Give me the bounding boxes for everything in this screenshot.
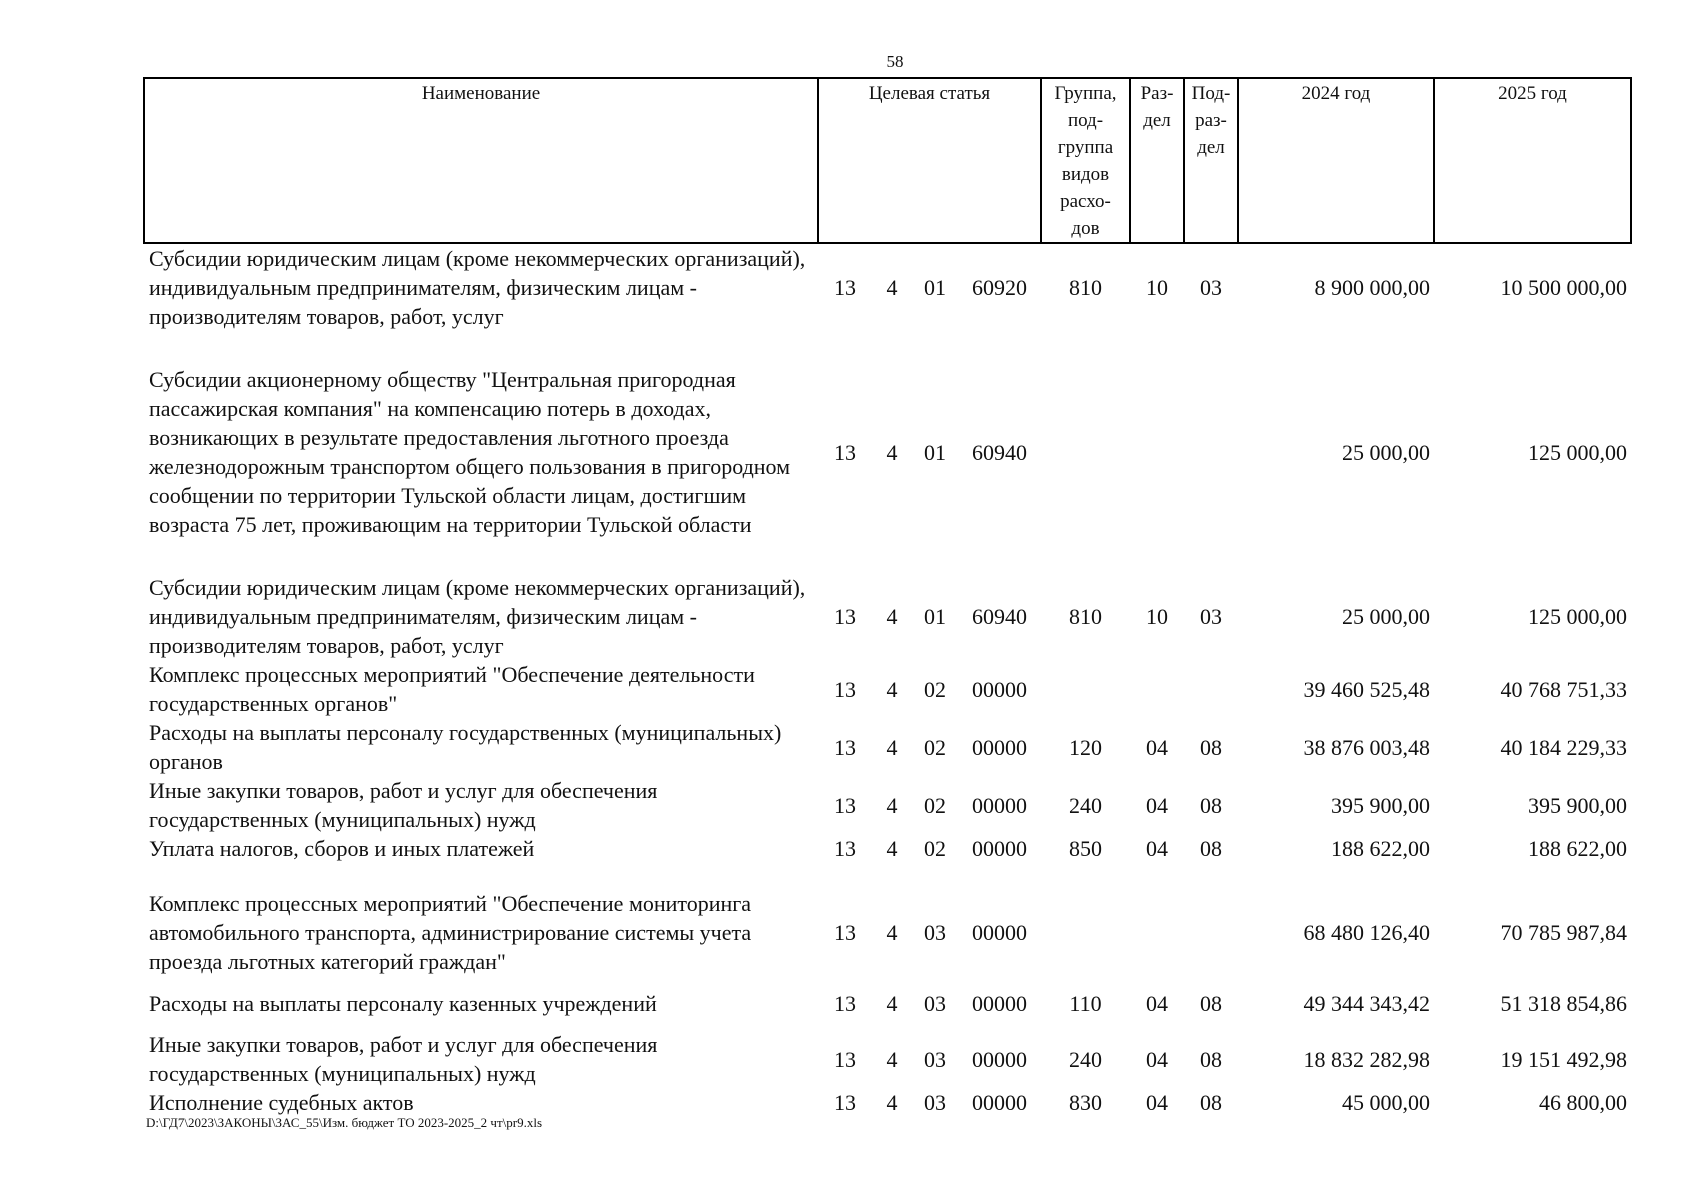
amount-2025: 70 785 987,84 [1500,920,1627,945]
header-year-2024: 2024 год [1238,78,1434,243]
table-row [144,660,1631,718]
target-code-direction: 00000 [972,676,1027,702]
header-line: Раз- [1140,83,1174,104]
table-row [144,243,1631,331]
row-name: Комплекс процессных мероприятий "Обеспечение деятельности государственных органов" [149,662,755,716]
header-line: группа [1057,137,1114,158]
expense-group: 240 [1069,792,1102,818]
target-code-complex: 01 [924,439,946,465]
target-code-direction: 00000 [972,920,1027,945]
header-line: видов [1061,164,1110,185]
target-code-complex: 02 [924,836,946,861]
header-line: раз- [1195,110,1227,131]
amount-2025: 46 800,00 [1539,1090,1627,1115]
header-group [1041,78,1130,243]
target-code-direction: 00000 [972,1090,1027,1115]
target-code-direction: 00000 [972,836,1027,861]
target-code-direction: 00000 [972,990,1027,1016]
podrazdel [1184,331,1238,547]
amount-2025: 40 184 229,33 [1500,734,1627,760]
target-code-complex: 01 [924,275,946,300]
table-row [144,1088,1631,1117]
table-row [144,863,1631,976]
target-code-type: 4 [886,604,898,629]
podrazdel: 08 [1200,1090,1222,1115]
razdel: 04 [1146,990,1168,1016]
amount-2024: 8 900 000,00 [1314,275,1430,300]
target-code-complex: 03 [924,1046,946,1072]
target-code-program: 13 [834,1090,856,1115]
header-line: Группа, [1054,83,1117,104]
header-line: дел [1143,110,1171,131]
amount-2025: 51 318 854,86 [1500,990,1627,1016]
target-code-program: 13 [834,676,856,702]
row-name: Субсидии юридическим лицам (кроме некоммерческих организаций), индивидуальным предпринимателям, физическим лицам - производителям товаров, работ, услуг [149,575,806,658]
header-razdel [1130,78,1184,243]
target-code-type: 4 [886,920,898,945]
header-name: Наименование [144,78,818,243]
header-target-article: Целевая статья [818,78,1041,243]
expense-group: 110 [1069,990,1102,1016]
target-code-type: 4 [886,836,898,861]
podrazdel: 08 [1200,734,1222,760]
row-name: Иные закупки товаров, работ и услуг для обеспечения государственных (муниципальных) нужд [149,778,658,832]
razdel: 04 [1146,1090,1168,1115]
target-code-type: 4 [886,734,898,760]
target-code-type: 4 [886,990,898,1016]
expense-group [1041,331,1130,547]
row-name: Исполнение судебных актов [149,1090,414,1115]
podrazdel [1184,863,1238,976]
target-code-program: 13 [834,734,856,760]
amount-2025: 395 900,00 [1528,792,1627,818]
podrazdel: 03 [1200,275,1222,300]
target-code-complex: 03 [924,990,946,1016]
razdel: 04 [1146,792,1168,818]
table-row [144,976,1631,1030]
header-line: под- [1067,110,1104,131]
page-number: 58 [886,52,904,71]
razdel: 10 [1146,604,1168,629]
budget-table [143,77,1632,1117]
amount-2024: 25 000,00 [1342,604,1430,629]
target-code-type: 4 [886,439,898,465]
expense-group [1041,863,1130,976]
header-line: Под- [1191,83,1231,104]
amount-2025: 188 622,00 [1528,836,1627,861]
table-row [144,776,1631,834]
target-code-program: 13 [834,1046,856,1072]
table-row [144,331,1631,547]
target-code-direction: 00000 [972,734,1027,760]
row-name: Субсидии юридическим лицам (кроме некоммерческих организаций), индивидуальным предпринимателям, физическим лицам - производителям товаров, работ, услуг [149,246,806,329]
row-name: Уплата налогов, сборов и иных платежей [149,836,535,861]
razdel [1130,331,1184,547]
table-row [144,547,1631,660]
header-year-2025: 2025 год [1434,78,1631,243]
amount-2025: 10 500 000,00 [1500,275,1627,300]
amount-2024: 49 344 343,42 [1303,990,1430,1016]
amount-2025: 125 000,00 [1528,439,1627,465]
amount-2024: 18 832 282,98 [1303,1046,1430,1072]
target-code-direction: 60920 [972,275,1027,300]
expense-group [1041,660,1130,718]
target-code-type: 4 [886,792,898,818]
table-row [144,834,1631,863]
razdel: 10 [1146,275,1168,300]
file-path-footer: D:\ГД7\2023\ЗАКОНЫ\ЗАС_55\Изм. бюджет ТО 2023-2025_2 чт\pr9.xls [146,1115,543,1130]
target-code-program: 13 [834,792,856,818]
target-code-direction: 60940 [972,439,1027,465]
target-code-type: 4 [886,1046,898,1072]
expense-group: 240 [1069,1046,1102,1072]
header-line: дов [1071,218,1100,239]
amount-2025: 19 151 492,98 [1500,1046,1627,1072]
target-code-type: 4 [886,1090,898,1115]
row-name: Расходы на выплаты персоналу казенных учреждений [149,990,657,1016]
podrazdel [1184,660,1238,718]
razdel: 04 [1146,1046,1168,1072]
podrazdel: 08 [1200,836,1222,861]
table-row [144,1030,1631,1088]
header-line: дел [1197,137,1225,158]
row-name: Иные закупки товаров, работ и услуг для обеспечения государственных (муниципальных) нужд [149,1032,658,1086]
amount-2024: 395 900,00 [1331,792,1430,818]
target-code-program: 13 [834,439,856,465]
target-code-type: 4 [886,275,898,300]
amount-2024: 38 876 003,48 [1303,734,1430,760]
row-name: Расходы на выплаты персоналу государственных (муниципальных) органов [149,720,782,774]
podrazdel: 08 [1200,1046,1222,1072]
target-code-type: 4 [886,676,898,702]
podrazdel: 08 [1200,792,1222,818]
target-code-direction: 00000 [972,792,1027,818]
target-code-complex: 03 [924,1090,946,1115]
target-code-direction: 60940 [972,604,1027,629]
amount-2024: 188 622,00 [1331,836,1430,861]
target-code-direction: 00000 [972,1046,1027,1072]
target-code-complex: 02 [924,676,946,702]
amount-2024: 39 460 525,48 [1303,676,1430,702]
header-line: расхо- [1060,191,1111,212]
target-code-program: 13 [834,990,856,1016]
podrazdel: 08 [1200,990,1222,1016]
amount-2024: 25 000,00 [1342,439,1430,465]
table-body [144,243,1631,1117]
row-name: Комплекс процессных мероприятий "Обеспечение мониторинга автомобильного транспорта, администрирование системы учета проезда льготных категорий граждан" [149,891,752,974]
razdel: 04 [1146,836,1168,861]
target-code-complex: 01 [924,604,946,629]
razdel [1130,660,1184,718]
podrazdel: 03 [1200,604,1222,629]
razdel [1130,863,1184,976]
expense-group: 810 [1069,275,1102,300]
target-code-complex: 02 [924,792,946,818]
amount-2025: 40 768 751,33 [1500,676,1627,702]
header-podrazdel [1184,78,1238,243]
amount-2025: 125 000,00 [1528,604,1627,629]
target-code-program: 13 [834,604,856,629]
target-code-complex: 02 [924,734,946,760]
amount-2024: 68 480 126,40 [1303,920,1430,945]
row-name: Субсидии акционерному обществу "Центральная пригородная пассажирская компания" на компенсацию потерь в доходах, возникающих в результате предоставления льготного проезда железнодорожным транспортом общего пользования в пригородном сообщении по территории Тульской области лицам, достигшим возраста 75 лет, проживающим на территории Тульской области [149,367,791,537]
razdel: 04 [1146,734,1168,760]
table-header-row [144,78,1631,243]
expense-group: 830 [1069,1090,1102,1115]
amount-2024: 45 000,00 [1342,1090,1430,1115]
target-code-complex: 03 [924,920,946,945]
target-code-program: 13 [834,836,856,861]
expense-group: 120 [1069,734,1102,760]
target-code-program: 13 [834,275,856,300]
target-code-program: 13 [834,920,856,945]
expense-group: 810 [1069,604,1102,629]
table-row [144,718,1631,776]
expense-group: 850 [1069,836,1102,861]
